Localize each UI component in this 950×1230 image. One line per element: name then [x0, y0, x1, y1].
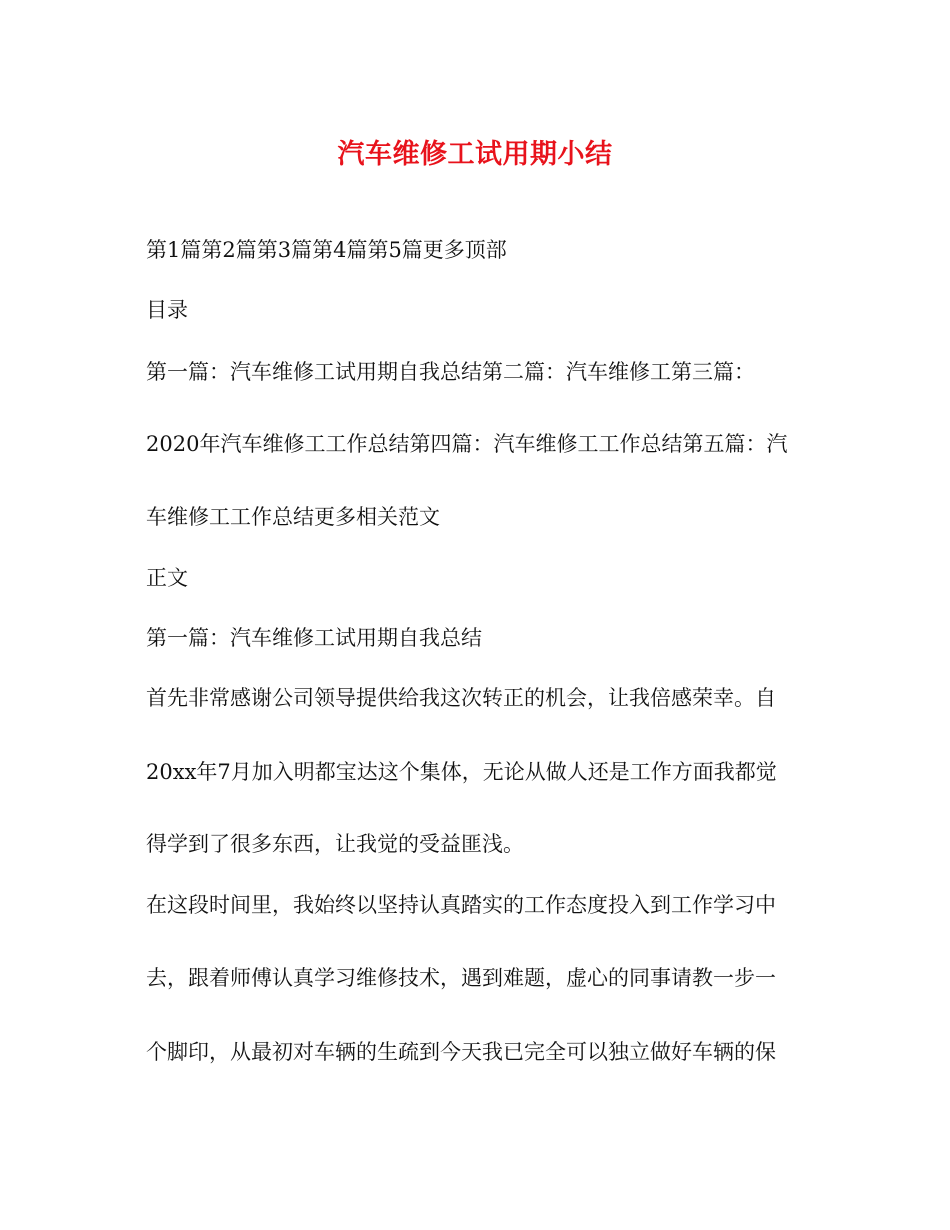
toc-heading: 目录: [146, 298, 188, 322]
paragraph-line: 去，跟着师傅认真学习维修技术，遇到难题，虚心的同事请教一步一: [146, 966, 776, 990]
paragraph-line: 得学到了很多东西，让我觉的受益匪浅。: [146, 832, 524, 856]
article-nav-links[interactable]: 第1篇第2篇第3篇第4篇第5篇更多顶部: [146, 238, 507, 262]
toc-line: 第一篇：汽车维修工试用期自我总结第二篇：汽车维修工第三篇：: [146, 360, 755, 384]
toc-line: 2020年汽车维修工工作总结第四篇：汽车维修工工作总结第五篇：汽: [146, 432, 788, 456]
toc-line: 车维修工工作总结更多相关范文: [146, 505, 440, 529]
paragraph-line: 20xx年7月加入明都宝达这个集体，无论从做人还是工作方面我都觉: [146, 760, 777, 784]
paragraph-line: 个脚印，从最初对车辆的生疏到今天我已完全可以独立做好车辆的保: [146, 1040, 776, 1064]
section-heading: 第一篇：汽车维修工试用期自我总结: [146, 626, 482, 650]
paragraph-line: 首先非常感谢公司领导提供给我这次转正的机会，让我倍感荣幸。自: [146, 686, 776, 710]
document-title: 汽车维修工试用期小结: [337, 139, 613, 170]
body-heading: 正文: [146, 566, 188, 590]
paragraph-line: 在这段时间里，我始终以坚持认真踏实的工作态度投入到工作学习中: [146, 893, 776, 917]
